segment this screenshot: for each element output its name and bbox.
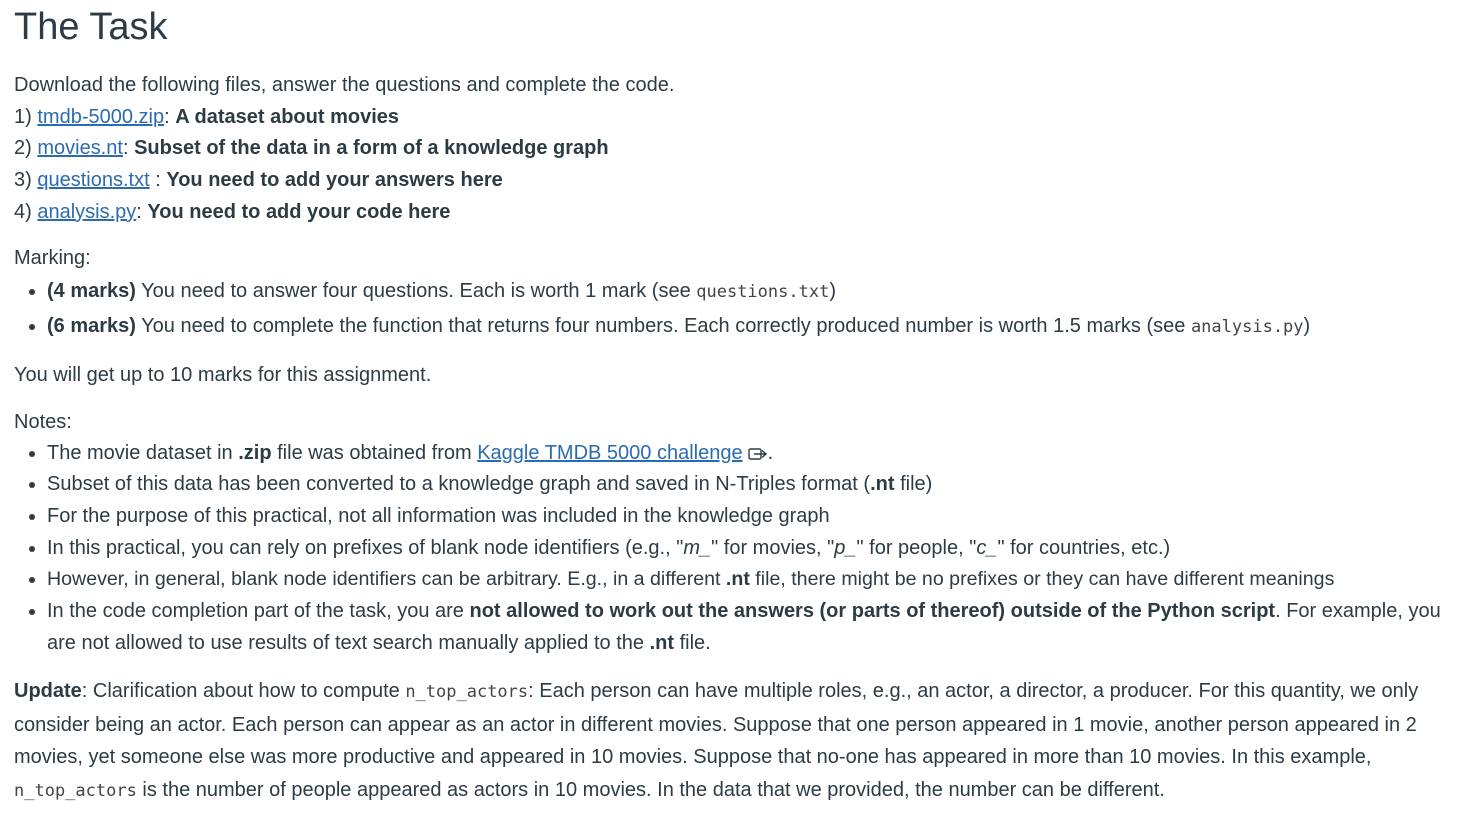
marking-heading: Marking:: [14, 246, 91, 269]
notes-section: [14, 407, 1454, 660]
files-section: [14, 70, 1454, 229]
list-item: • However, in general, blank node identifiers can be arbitrary. E.g., in a different .nt file, there might be no prefixes or they can have different meanings: [47, 564, 1454, 596]
kaggle-link[interactable]: Kaggle TMDB 5000 challenge: [477, 441, 743, 464]
file-item: 2) movies.nt: Subset of the data in a form of a knowledge graph: [14, 137, 609, 160]
list-item: • Subset of this data has been converted to a knowledge graph and saved in N-Triples format (.nt file): [47, 469, 1454, 501]
marking-list: [14, 274, 1454, 344]
notes-heading: Notes:: [14, 410, 72, 433]
file-link-analysis[interactable]: analysis.py: [37, 200, 137, 223]
file-item: 1) tmdb-5000.zip: A dataset about movies: [14, 105, 399, 128]
file-link-questions[interactable]: questions.txt: [37, 169, 150, 192]
file-item: 4) analysis.py: You need to add your code here: [14, 200, 451, 223]
list-item: • In this practical, you can rely on prefixes of blank node identifiers (e.g., "m_" for movies, "p_" for people, "c_" for countries, etc.): [47, 533, 1454, 565]
marking-section: [14, 243, 1454, 344]
page-title: The Task: [14, 6, 168, 48]
list-item: • The movie dataset in .zip file was obtained from Kaggle TMDB 5000 challenge .: [47, 438, 1454, 470]
file-item: 3) questions.txt : You need to add your answers here: [14, 169, 503, 192]
list-item: • In the code completion part of the task, you are not allowed to work out the answers (or parts of thereof) outside of the Python script. For example, you are not allowed to use results of text search manually applied to the .nt file.: [47, 596, 1454, 659]
list-item: • (4 marks) You need to answer four questions. Each is worth 1 mark (see questions.txt): [47, 274, 1454, 309]
file-link-movies[interactable]: movies.nt: [37, 137, 123, 160]
notes-list: [14, 438, 1454, 660]
total-marks-text: You will get up to 10 marks for this assignment.: [14, 363, 432, 386]
list-item: • For the purpose of this practical, not all information was included in the knowledge graph: [47, 501, 1454, 533]
update-paragraph: Update: Clarification about how to compute n_top_actors: Each person can have multiple roles, e.g., an actor, a director, a producer. For this quantity, we only consider being an actor. Each person can appear as an actor in different movies. Suppose that one person appeared in 1 movie, another person appeared in 2 movies, yet someone else was more productive and appeared in 10 movies. Suppose that no-one has appeared in more than 10 movies. In this example, n_top_actors is the number of people appeared as actors in 10 movies. In the data that we provided, the number can be different.: [14, 680, 1419, 801]
file-link-tmdb[interactable]: tmdb-5000.zip: [37, 105, 165, 128]
external-link-icon[interactable]: [748, 446, 768, 460]
list-item: • (6 marks) You need to complete the function that returns four numbers. Each correctly produced number is worth 1.5 marks (see analysis.py): [47, 309, 1454, 344]
intro-text: Download the following files, answer the questions and complete the code.: [14, 74, 675, 96]
